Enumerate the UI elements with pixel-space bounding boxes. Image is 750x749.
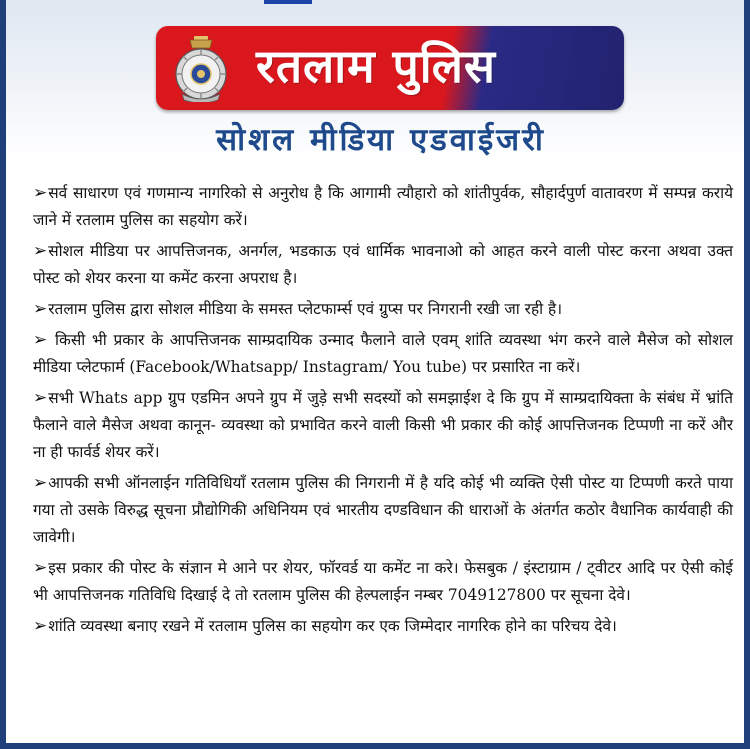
- advisory-point: [33, 296, 733, 323]
- advisory-point: [33, 180, 733, 234]
- arrow-bullet-icon: ➢: [33, 388, 48, 408]
- arrow-bullet-icon: ➢: [33, 299, 48, 319]
- advisory-point-text: सर्व साधारण एवं गणमान्य नागरिको से अनुरोध है कि आगामी त्यौहारो को शांतीपुर्वक, सौहार्दपुर्ण वातावरण में सम्पन्न कराये जाने में रतलाम पुलिस का सहयोग करें।: [33, 184, 733, 229]
- mp-police-emblem-icon: [170, 34, 232, 102]
- advisory-point: [33, 613, 733, 640]
- arrow-bullet-icon: ➢: [33, 473, 48, 493]
- advisory-point-text: सभी Whats app ग्रुप एडमिन अपने ग्रुप में जुड़े सभी सदस्यों को समझाईश दे कि ग्रुप में साम्प्रदायिक्ता के संबंध में भ्रांति फैलाने वाले मैसेज अथवा कानून- व्यवस्था को प्रभावित करने वाली किसी भी प्रकार की कोई आपत्तिजनक टिप्पणी ना करें और ना ही फार्वर्ड शेयर करें।: [33, 389, 733, 461]
- advisory-point-text: शांति व्यवस्था बनाए रखने में रतलाम पुलिस का सहयोग कर एक जिम्मेदार नागरिक होने का परिचय देवे।: [48, 617, 617, 635]
- advisory-point-text: आपकी सभी ऑनलाईन गतिविधियाँ रतलाम पुलिस की निगरानी में है यदि कोई भी व्यक्ति ऐसी पोस्ट या टिप्पणी करते पाया गया तो उसके विरुद्ध सूचना प्रौद्योगिकी अधिनियम एवं भारतीय दण्डविधान की धाराओं के अंतर्गत कठोर वैधानिक कार्यवाही की जावेगी।: [33, 474, 733, 546]
- arrow-bullet-icon: ➢: [33, 241, 48, 261]
- advisory-point-text: सोशल मीडिया पर आपत्तिजनक, अनर्गल, भडकाऊ एवं धार्मिक भावनाओ को आहत करने वाली पोस्ट करना अथवा उक्त पोस्ट को शेयर करना या कमेंट करना अपराध है।: [33, 242, 733, 287]
- arrow-bullet-icon: ➢: [33, 558, 48, 578]
- police-banner: [156, 26, 624, 110]
- advisory-heading: सोशल मीडिया एडवाईजरी: [216, 122, 546, 158]
- advisory-point: [33, 470, 733, 551]
- advisory-point-text: किसी भी प्रकार के आपत्तिजनक साम्प्रदायिक उन्माद फैलाने वाले एवम् शांति व्यवस्था भंग करने वाले मैसेज को सोशल मीडिया प्लेटफार्म (Facebook/Whatsapp/ Instagram/ You tube) पर प्रसारित ना करें।: [33, 331, 733, 376]
- arrow-bullet-icon: ➢: [33, 183, 48, 203]
- arrow-bullet-icon: ➢: [33, 616, 48, 636]
- advisory-content: [33, 180, 733, 644]
- advisory-point: [33, 385, 733, 466]
- arrow-bullet-icon: ➢: [33, 330, 48, 350]
- advisory-point-text: रतलाम पुलिस द्वारा सोशल मीडिया के समस्त प्लेटफार्म्स एवं ग्रुप्स पर निगरानी रखी जा रही है।: [48, 300, 563, 318]
- top-edge-accent: [264, 0, 312, 4]
- advisory-point: [33, 555, 733, 609]
- banner-title: रतलाम पुलिस: [256, 39, 496, 93]
- advisory-point: [33, 238, 733, 292]
- advisory-point: [33, 327, 733, 381]
- advisory-point-text: इस प्रकार की पोस्ट के संज्ञान मे आने पर शेयर, फॉरवर्ड या कमेंट ना करे। फेसबुक / इंस्टाग्राम / ट्वीटर आदि पर ऐसी कोई भी आपत्तिजनक गतिविधि दिखाई दे तो रतलाम पुलिस की हेल्पलाईन नम्बर 7049127800 पर सूचना देवे।: [33, 559, 733, 604]
